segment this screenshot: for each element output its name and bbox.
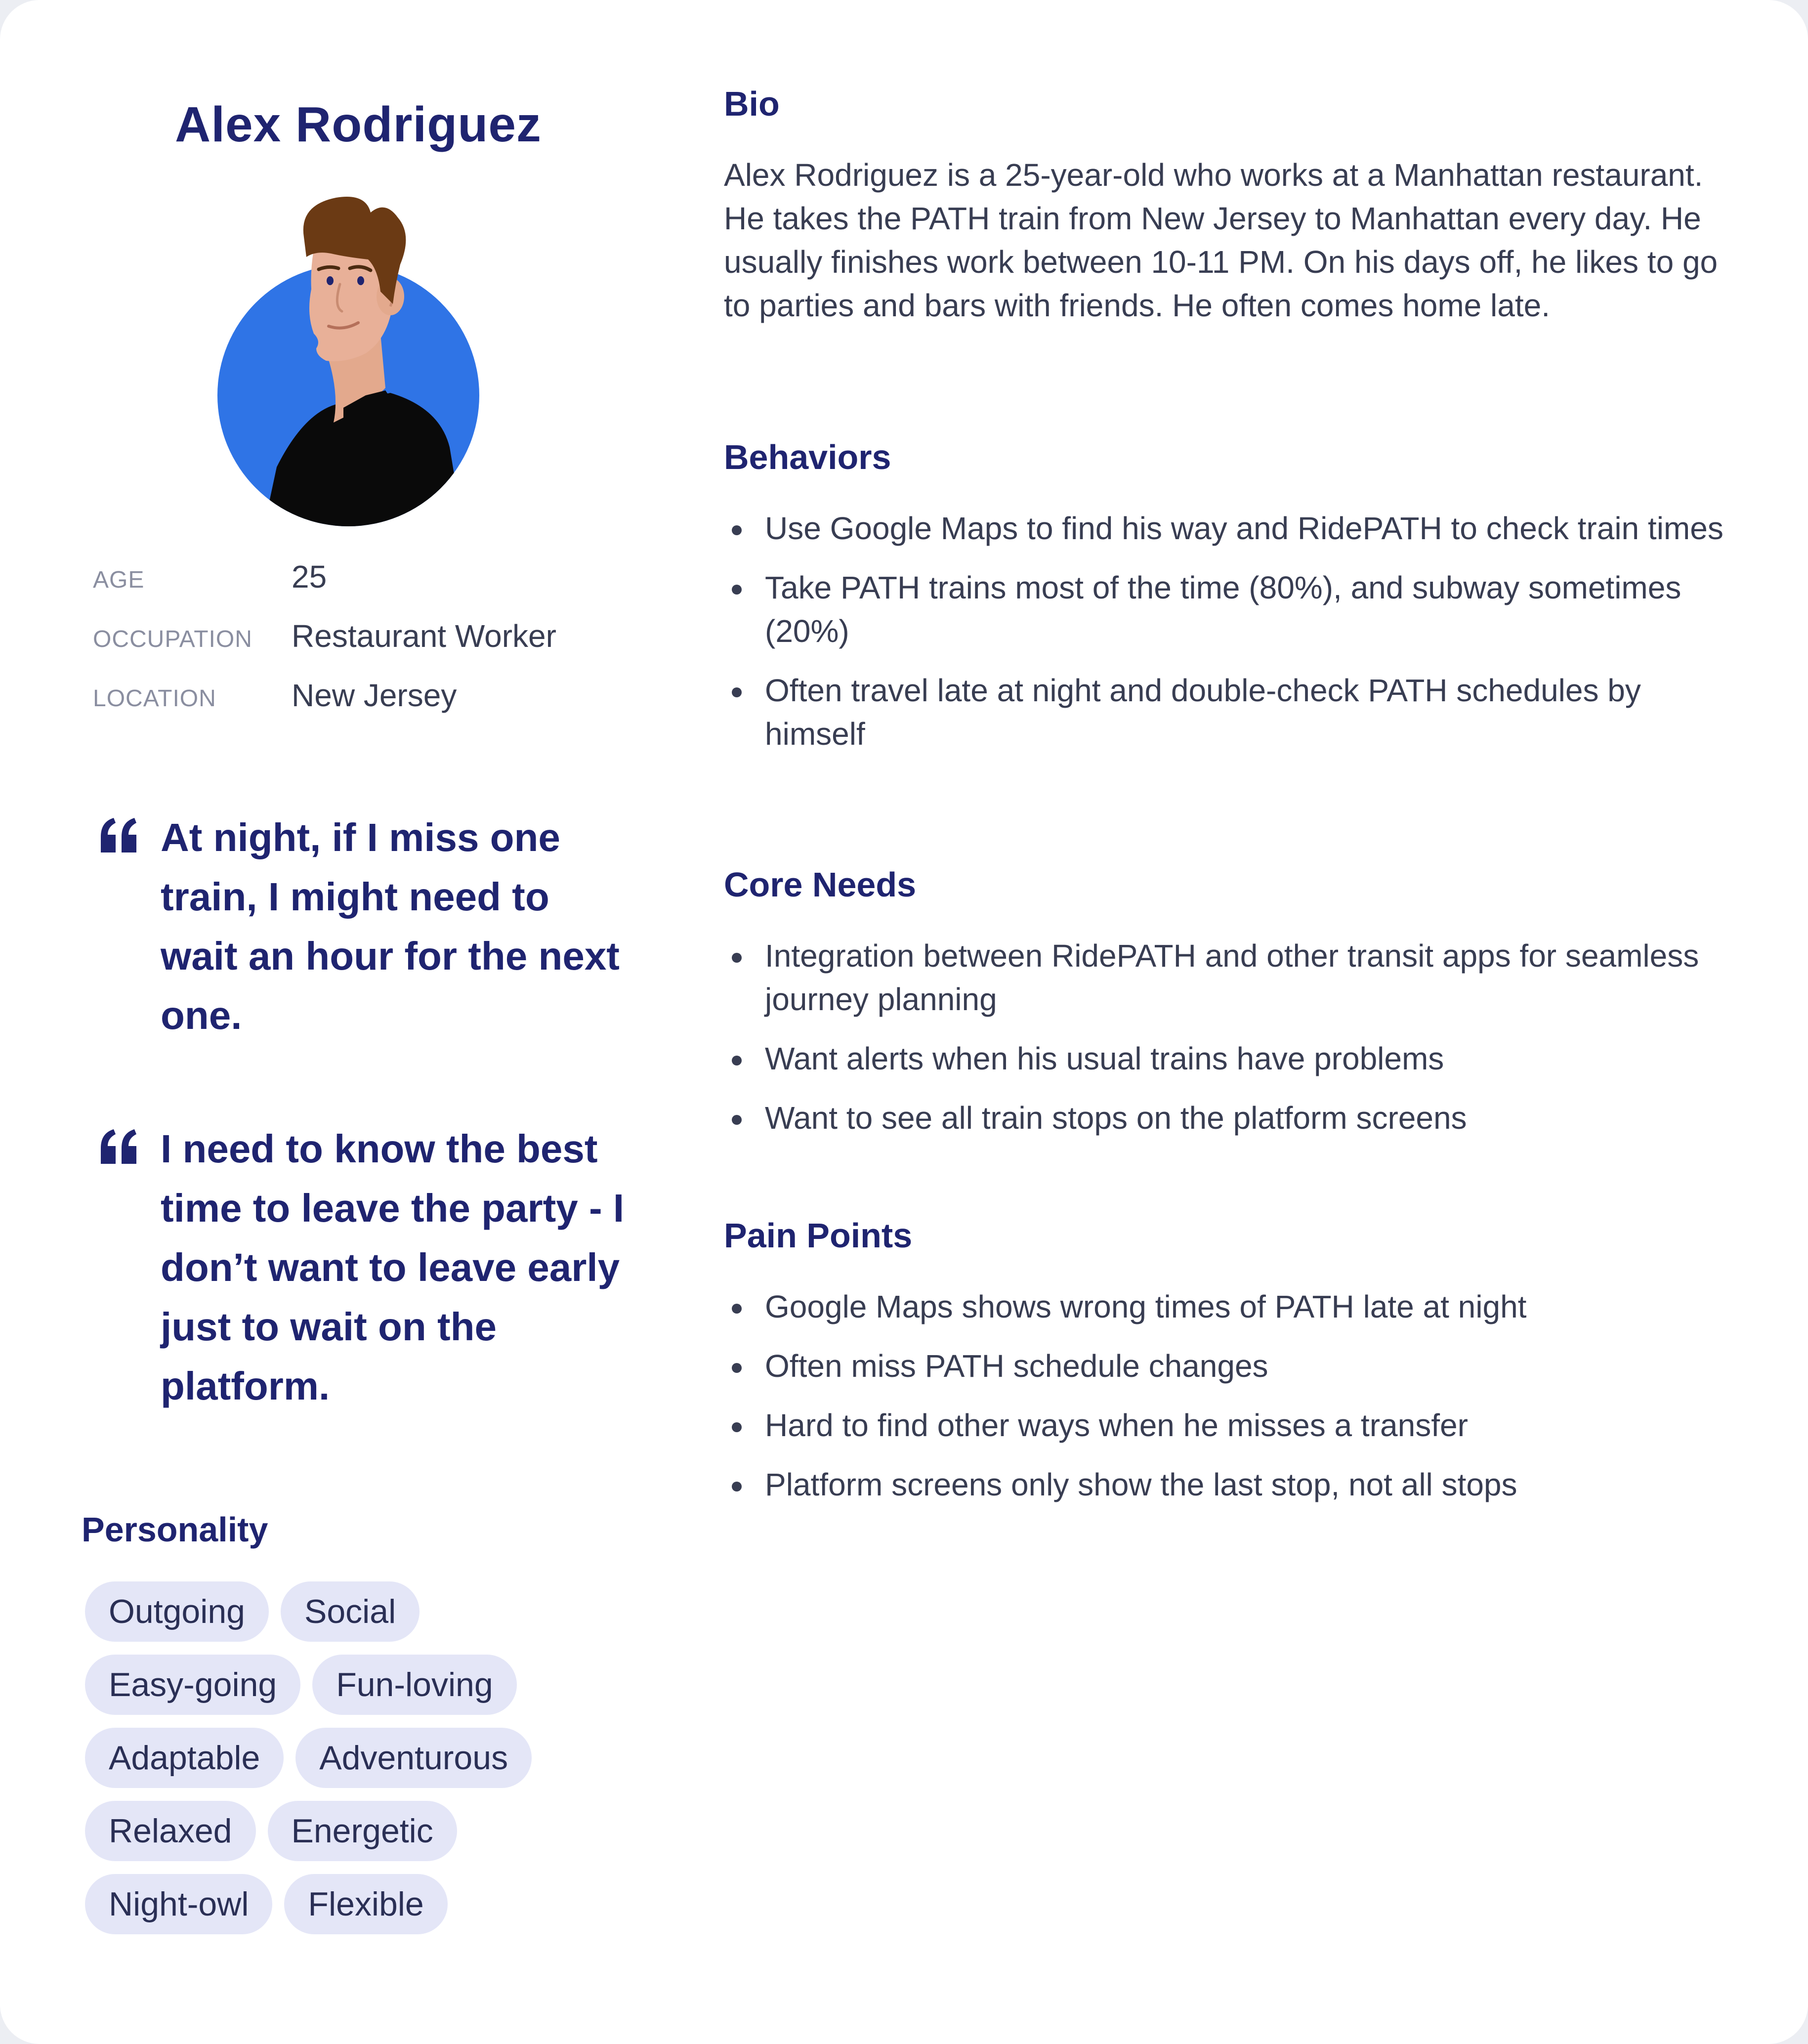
pain-points-title: Pain Points	[724, 1216, 913, 1255]
personality-tag: Flexible	[284, 1874, 447, 1934]
bullet-icon	[732, 953, 742, 963]
personality-tag: Night-owl	[85, 1874, 272, 1934]
bullet-icon	[732, 525, 742, 535]
tag-row	[85, 1728, 629, 1801]
bullet-icon	[732, 1363, 742, 1373]
tag-row	[85, 1581, 629, 1655]
bullet-icon	[732, 1482, 742, 1491]
tag-row	[85, 1801, 629, 1874]
core-needs-title: Core Needs	[724, 865, 917, 904]
bullet-icon	[732, 1115, 742, 1125]
list-item-text: Often travel late at night and double-check PATH schedules by himself	[765, 673, 1641, 752]
fact-occupation	[93, 618, 636, 677]
fact-label: OCCUPATION	[93, 626, 252, 652]
fact-age	[93, 558, 636, 618]
pain-points-list	[724, 1285, 1732, 1522]
personality-tag: Outgoing	[85, 1581, 269, 1642]
fact-label: AGE	[93, 567, 145, 593]
list-item	[724, 934, 1732, 1021]
list-item-text: Integration between RidePATH and other transit apps for seamless journey planning	[765, 938, 1699, 1017]
bio-title: Bio	[724, 85, 780, 123]
personality-tag: Adaptable	[85, 1728, 284, 1788]
list-item-text: Often miss PATH schedule changes	[765, 1348, 1268, 1384]
quote-mark-icon	[99, 818, 138, 852]
list-item	[724, 1285, 1732, 1328]
bullet-icon	[732, 1422, 742, 1432]
list-item-text: Hard to find other ways when he misses a transfer	[765, 1407, 1468, 1443]
fact-label: LOCATION	[93, 685, 216, 712]
quote-text: At night, if I miss one train, I might need to wait an hour for the next one.	[161, 815, 620, 1037]
personality-tags	[85, 1581, 629, 1947]
personality-tag: Adventurous	[295, 1728, 532, 1788]
bio-text: Alex Rodriguez is a 25-year-old who works at a Manhattan restaurant. He takes the PATH train from New Jersey to Manhattan every day. He usually finishes work between 10-11 PM. On his days off, he likes to go to parties and bars with friends. He often comes home late.	[724, 157, 1718, 323]
personality-tag: Energetic	[268, 1801, 457, 1861]
list-item	[724, 1096, 1732, 1140]
bullet-icon	[732, 1056, 742, 1065]
list-item-text: Platform screens only show the last stop, not all stops	[765, 1467, 1517, 1502]
list-item	[724, 507, 1732, 550]
persona-facts	[93, 558, 636, 736]
list-item-text: Google Maps shows wrong times of PATH late at night	[765, 1289, 1527, 1324]
fact-value: New Jersey	[292, 678, 457, 713]
tag-row	[85, 1655, 629, 1728]
list-item	[724, 566, 1732, 653]
personality-tag: Social	[281, 1581, 420, 1642]
list-item-text: Use Google Maps to find his way and RidePATH to check train times	[765, 511, 1724, 546]
personality-tag: Fun-loving	[312, 1655, 517, 1715]
bullet-icon	[732, 1304, 742, 1314]
personality-tag: Relaxed	[85, 1801, 256, 1861]
behaviors-list	[724, 507, 1732, 771]
list-item	[724, 1463, 1732, 1506]
fact-value: Restaurant Worker	[292, 618, 556, 654]
fact-location	[93, 677, 636, 736]
list-item	[724, 1344, 1732, 1388]
list-item	[724, 1037, 1732, 1080]
list-item-text: Want to see all train stops on the platform screens	[765, 1100, 1467, 1136]
fact-value: 25	[292, 559, 327, 595]
list-item	[724, 669, 1732, 756]
quote-mark-icon	[99, 1129, 138, 1164]
bullet-icon	[732, 687, 742, 697]
list-item-text: Take PATH trains most of the time (80%), and subway sometimes (20%)	[765, 570, 1682, 649]
avatar	[217, 190, 524, 536]
core-needs-list	[724, 934, 1732, 1155]
list-item	[724, 1404, 1732, 1447]
tag-row	[85, 1874, 629, 1947]
quote-text: I need to know the best time to leave the party - I don’t want to leave early just to wait on the platform.	[161, 1127, 625, 1408]
behaviors-title: Behaviors	[724, 438, 891, 476]
bullet-icon	[732, 585, 742, 595]
persona-name: Alex Rodriguez	[175, 97, 542, 152]
list-item-text: Want alerts when his usual trains have problems	[765, 1041, 1444, 1076]
personality-tag: Easy-going	[85, 1655, 300, 1715]
personality-title: Personality	[82, 1510, 268, 1549]
